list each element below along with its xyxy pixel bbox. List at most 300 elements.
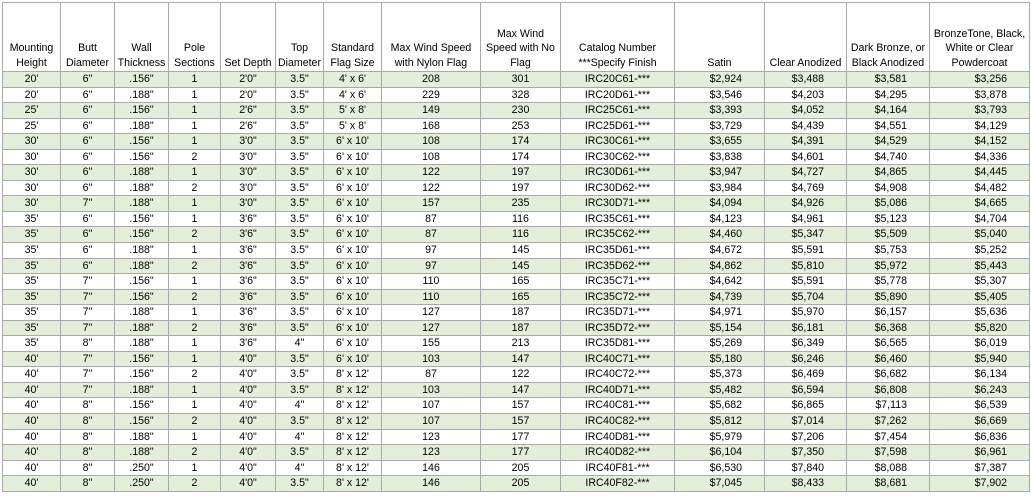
mounting-height-cell: 35' (3, 336, 61, 352)
butt-diameter-cell: 7" (61, 289, 115, 305)
dark-bronze-price-cell: $6,682 (847, 367, 930, 383)
flag-size-cell: 6' x 10' (324, 289, 382, 305)
table-row (3, 134, 1030, 150)
catalog-number-cell: IRC40C72-*** (561, 367, 675, 383)
set-depth-cell: 4'0" (221, 351, 276, 367)
pole-sections-cell: 1 (169, 429, 221, 445)
powdercoat-price-cell: $6,836 (930, 429, 1030, 445)
max-wind-nylon-cell: 123 (382, 445, 481, 461)
mounting-height-cell: 40' (3, 351, 61, 367)
set-depth-cell: 3'6" (221, 336, 276, 352)
powdercoat-price-cell: $5,820 (930, 320, 1030, 336)
set-depth-cell: 4'0" (221, 414, 276, 430)
top-diameter-cell: 4" (276, 336, 324, 352)
max-wind-no-flag-cell: 122 (481, 367, 561, 383)
flag-size-cell: 6' x 10' (324, 305, 382, 321)
max-wind-no-flag-cell: 197 (481, 180, 561, 196)
set-depth-cell: 3'6" (221, 274, 276, 290)
set-depth-cell: 2'6" (221, 118, 276, 134)
top-diameter-cell: 3.5" (276, 87, 324, 103)
butt-diameter-cell: 8" (61, 336, 115, 352)
max-wind-no-flag-cell: 147 (481, 351, 561, 367)
table-row (3, 196, 1030, 212)
flag-size-cell: 8' x 12' (324, 429, 382, 445)
top-diameter-cell: 3.5" (276, 165, 324, 181)
flag-size-cell: 6' x 10' (324, 351, 382, 367)
flag-size-cell: 8' x 12' (324, 445, 382, 461)
powdercoat-price-cell: $3,256 (930, 72, 1030, 88)
set-depth-cell: 4'0" (221, 460, 276, 476)
satin-price-cell: $3,655 (675, 134, 765, 150)
satin-price-cell: $4,862 (675, 258, 765, 274)
clear-anodized-price-cell: $5,970 (765, 305, 847, 321)
powdercoat-price-cell: $5,405 (930, 289, 1030, 305)
set-depth-cell: 4'0" (221, 476, 276, 492)
satin-price-cell: $6,530 (675, 460, 765, 476)
butt-diameter-cell: 8" (61, 398, 115, 414)
pole-sections-cell: 1 (169, 211, 221, 227)
powdercoat-price-cell: $7,902 (930, 476, 1030, 492)
satin-price-cell: $4,672 (675, 243, 765, 259)
set-depth-cell: 3'6" (221, 243, 276, 259)
mounting-height-cell: 40' (3, 445, 61, 461)
clear-anodized-price-cell: $6,246 (765, 351, 847, 367)
header-dark-bronze-black-anodized: Dark Bronze, or Black Anodized (847, 3, 930, 72)
max-wind-nylon-cell: 107 (382, 398, 481, 414)
catalog-number-cell: IRC35C71-*** (561, 274, 675, 290)
dark-bronze-price-cell: $5,509 (847, 227, 930, 243)
max-wind-nylon-cell: 122 (382, 180, 481, 196)
satin-price-cell: $3,729 (675, 118, 765, 134)
flag-size-cell: 4' x 6' (324, 87, 382, 103)
max-wind-nylon-cell: 87 (382, 211, 481, 227)
butt-diameter-cell: 6" (61, 134, 115, 150)
max-wind-no-flag-cell: 177 (481, 429, 561, 445)
satin-price-cell: $4,642 (675, 274, 765, 290)
butt-diameter-cell: 7" (61, 367, 115, 383)
table-row (3, 274, 1030, 290)
powdercoat-price-cell: $6,961 (930, 445, 1030, 461)
butt-diameter-cell: 6" (61, 227, 115, 243)
flag-size-cell: 6' x 10' (324, 243, 382, 259)
set-depth-cell: 3'6" (221, 320, 276, 336)
mounting-height-cell: 35' (3, 243, 61, 259)
pole-sections-cell: 2 (169, 227, 221, 243)
butt-diameter-cell: 7" (61, 320, 115, 336)
mounting-height-cell: 40' (3, 398, 61, 414)
butt-diameter-cell: 8" (61, 476, 115, 492)
clear-anodized-price-cell: $4,769 (765, 180, 847, 196)
top-diameter-cell: 3.5" (276, 351, 324, 367)
max-wind-nylon-cell: 107 (382, 414, 481, 430)
pole-sections-cell: 1 (169, 103, 221, 119)
flag-size-cell: 6' x 10' (324, 274, 382, 290)
dark-bronze-price-cell: $4,529 (847, 134, 930, 150)
max-wind-nylon-cell: 103 (382, 382, 481, 398)
clear-anodized-price-cell: $6,181 (765, 320, 847, 336)
wall-thickness-cell: .188" (115, 180, 169, 196)
flagpole-price-table (2, 2, 1030, 492)
wall-thickness-cell: .188" (115, 382, 169, 398)
dark-bronze-price-cell: $4,908 (847, 180, 930, 196)
clear-anodized-price-cell: $4,052 (765, 103, 847, 119)
flag-size-cell: 8' x 12' (324, 367, 382, 383)
flag-size-cell: 8' x 12' (324, 460, 382, 476)
mounting-height-cell: 20' (3, 87, 61, 103)
catalog-number-cell: IRC40F81-*** (561, 460, 675, 476)
pole-sections-cell: 2 (169, 289, 221, 305)
satin-price-cell: $6,104 (675, 445, 765, 461)
catalog-number-cell: IRC35C72-*** (561, 289, 675, 305)
pole-sections-cell: 2 (169, 445, 221, 461)
header-satin: Satin (675, 3, 765, 72)
table-row (3, 320, 1030, 336)
flag-size-cell: 8' x 12' (324, 414, 382, 430)
max-wind-nylon-cell: 97 (382, 243, 481, 259)
pole-sections-cell: 2 (169, 367, 221, 383)
wall-thickness-cell: .188" (115, 243, 169, 259)
table-row (3, 414, 1030, 430)
wall-thickness-cell: .156" (115, 227, 169, 243)
table-row (3, 149, 1030, 165)
pole-sections-cell: 2 (169, 320, 221, 336)
mounting-height-cell: 25' (3, 118, 61, 134)
table-row (3, 211, 1030, 227)
powdercoat-price-cell: $7,387 (930, 460, 1030, 476)
pole-sections-cell: 1 (169, 274, 221, 290)
wall-thickness-cell: .156" (115, 134, 169, 150)
max-wind-no-flag-cell: 116 (481, 211, 561, 227)
clear-anodized-price-cell: $6,349 (765, 336, 847, 352)
butt-diameter-cell: 6" (61, 118, 115, 134)
max-wind-no-flag-cell: 205 (481, 476, 561, 492)
top-diameter-cell: 3.5" (276, 103, 324, 119)
dark-bronze-price-cell: $5,123 (847, 211, 930, 227)
satin-price-cell: $3,984 (675, 180, 765, 196)
table-row (3, 227, 1030, 243)
dark-bronze-price-cell: $4,865 (847, 165, 930, 181)
catalog-number-cell: IRC35C61-*** (561, 211, 675, 227)
satin-price-cell: $7,045 (675, 476, 765, 492)
dark-bronze-price-cell: $3,581 (847, 72, 930, 88)
set-depth-cell: 2'0" (221, 87, 276, 103)
dark-bronze-price-cell: $5,972 (847, 258, 930, 274)
butt-diameter-cell: 6" (61, 103, 115, 119)
max-wind-nylon-cell: 108 (382, 149, 481, 165)
dark-bronze-price-cell: $5,778 (847, 274, 930, 290)
powdercoat-price-cell: $4,482 (930, 180, 1030, 196)
header-max-wind-no-flag: Max Wind Speed with No Flag (481, 3, 561, 72)
table-row (3, 243, 1030, 259)
flag-size-cell: 6' x 10' (324, 149, 382, 165)
pole-sections-cell: 1 (169, 351, 221, 367)
butt-diameter-cell: 7" (61, 196, 115, 212)
mounting-height-cell: 35' (3, 258, 61, 274)
catalog-number-cell: IRC35D61-*** (561, 243, 675, 259)
mounting-height-cell: 35' (3, 289, 61, 305)
wall-thickness-cell: .156" (115, 398, 169, 414)
max-wind-nylon-cell: 155 (382, 336, 481, 352)
set-depth-cell: 3'6" (221, 227, 276, 243)
max-wind-no-flag-cell: 187 (481, 305, 561, 321)
powdercoat-price-cell: $4,665 (930, 196, 1030, 212)
butt-diameter-cell: 6" (61, 87, 115, 103)
table-row (3, 258, 1030, 274)
satin-price-cell: $5,373 (675, 367, 765, 383)
powdercoat-price-cell: $4,152 (930, 134, 1030, 150)
max-wind-nylon-cell: 103 (382, 351, 481, 367)
catalog-number-cell: IRC30C61-*** (561, 134, 675, 150)
table-row (3, 398, 1030, 414)
dark-bronze-price-cell: $5,753 (847, 243, 930, 259)
wall-thickness-cell: .188" (115, 196, 169, 212)
wall-thickness-cell: .156" (115, 414, 169, 430)
set-depth-cell: 3'6" (221, 289, 276, 305)
top-diameter-cell: 3.5" (276, 382, 324, 398)
satin-price-cell: $5,979 (675, 429, 765, 445)
satin-price-cell: $5,812 (675, 414, 765, 430)
max-wind-no-flag-cell: 165 (481, 274, 561, 290)
top-diameter-cell: 3.5" (276, 367, 324, 383)
top-diameter-cell: 3.5" (276, 305, 324, 321)
dark-bronze-price-cell: $7,454 (847, 429, 930, 445)
header-wall-thickness: Wall Thickness (115, 3, 169, 72)
clear-anodized-price-cell: $5,591 (765, 274, 847, 290)
top-diameter-cell: 3.5" (276, 118, 324, 134)
wall-thickness-cell: .156" (115, 149, 169, 165)
wall-thickness-cell: .188" (115, 320, 169, 336)
set-depth-cell: 3'0" (221, 149, 276, 165)
pole-sections-cell: 1 (169, 243, 221, 259)
dark-bronze-price-cell: $4,164 (847, 103, 930, 119)
pole-sections-cell: 1 (169, 460, 221, 476)
flag-size-cell: 6' x 10' (324, 196, 382, 212)
flag-size-cell: 6' x 10' (324, 336, 382, 352)
powdercoat-price-cell: $5,040 (930, 227, 1030, 243)
top-diameter-cell: 3.5" (276, 196, 324, 212)
max-wind-no-flag-cell: 328 (481, 87, 561, 103)
clear-anodized-price-cell: $7,350 (765, 445, 847, 461)
dark-bronze-price-cell: $7,262 (847, 414, 930, 430)
clear-anodized-price-cell: $5,704 (765, 289, 847, 305)
catalog-number-cell: IRC30C62-*** (561, 149, 675, 165)
catalog-number-cell: IRC40C81-*** (561, 398, 675, 414)
table-row (3, 103, 1030, 119)
max-wind-no-flag-cell: 235 (481, 196, 561, 212)
table-row (3, 72, 1030, 88)
header-row (3, 3, 1030, 72)
max-wind-nylon-cell: 149 (382, 103, 481, 119)
dark-bronze-price-cell: $6,460 (847, 351, 930, 367)
header-catalog-number: Catalog Number ***Specify Finish (561, 3, 675, 72)
catalog-number-cell: IRC35D81-*** (561, 336, 675, 352)
set-depth-cell: 4'0" (221, 398, 276, 414)
max-wind-nylon-cell: 208 (382, 72, 481, 88)
pole-sections-cell: 2 (169, 149, 221, 165)
clear-anodized-price-cell: $7,206 (765, 429, 847, 445)
dark-bronze-price-cell: $6,368 (847, 320, 930, 336)
pole-sections-cell: 1 (169, 165, 221, 181)
satin-price-cell: $4,094 (675, 196, 765, 212)
mounting-height-cell: 35' (3, 211, 61, 227)
powdercoat-price-cell: $6,669 (930, 414, 1030, 430)
wall-thickness-cell: .188" (115, 336, 169, 352)
flag-size-cell: 8' x 12' (324, 382, 382, 398)
max-wind-nylon-cell: 108 (382, 134, 481, 150)
wall-thickness-cell: .188" (115, 445, 169, 461)
set-depth-cell: 3'6" (221, 305, 276, 321)
flag-size-cell: 6' x 10' (324, 165, 382, 181)
clear-anodized-price-cell: $4,926 (765, 196, 847, 212)
mounting-height-cell: 35' (3, 274, 61, 290)
clear-anodized-price-cell: $4,727 (765, 165, 847, 181)
table-row (3, 351, 1030, 367)
dark-bronze-price-cell: $5,890 (847, 289, 930, 305)
satin-price-cell: $3,947 (675, 165, 765, 181)
satin-price-cell: $5,682 (675, 398, 765, 414)
max-wind-nylon-cell: 146 (382, 476, 481, 492)
powdercoat-price-cell: $5,443 (930, 258, 1030, 274)
top-diameter-cell: 4" (276, 398, 324, 414)
powdercoat-price-cell: $6,243 (930, 382, 1030, 398)
butt-diameter-cell: 6" (61, 258, 115, 274)
mounting-height-cell: 30' (3, 180, 61, 196)
butt-diameter-cell: 6" (61, 243, 115, 259)
clear-anodized-price-cell: $3,488 (765, 72, 847, 88)
satin-price-cell: $4,739 (675, 289, 765, 305)
wall-thickness-cell: .188" (115, 305, 169, 321)
top-diameter-cell: 3.5" (276, 243, 324, 259)
butt-diameter-cell: 8" (61, 429, 115, 445)
powdercoat-price-cell: $4,129 (930, 118, 1030, 134)
max-wind-no-flag-cell: 145 (481, 243, 561, 259)
max-wind-nylon-cell: 97 (382, 258, 481, 274)
wall-thickness-cell: .188" (115, 118, 169, 134)
flag-size-cell: 6' x 10' (324, 134, 382, 150)
table-row (3, 382, 1030, 398)
powdercoat-price-cell: $5,252 (930, 243, 1030, 259)
clear-anodized-price-cell: $8,433 (765, 476, 847, 492)
clear-anodized-price-cell: $4,601 (765, 149, 847, 165)
pole-sections-cell: 2 (169, 476, 221, 492)
pole-sections-cell: 2 (169, 258, 221, 274)
powdercoat-price-cell: $5,307 (930, 274, 1030, 290)
powdercoat-price-cell: $6,539 (930, 398, 1030, 414)
pole-sections-cell: 2 (169, 180, 221, 196)
table-row (3, 367, 1030, 383)
dark-bronze-price-cell: $4,295 (847, 87, 930, 103)
table-row (3, 336, 1030, 352)
max-wind-nylon-cell: 146 (382, 460, 481, 476)
mounting-height-cell: 35' (3, 305, 61, 321)
catalog-number-cell: IRC35D62-*** (561, 258, 675, 274)
butt-diameter-cell: 8" (61, 460, 115, 476)
catalog-number-cell: IRC35C62-*** (561, 227, 675, 243)
catalog-number-cell: IRC40C82-*** (561, 414, 675, 430)
mounting-height-cell: 20' (3, 72, 61, 88)
wall-thickness-cell: .156" (115, 367, 169, 383)
satin-price-cell: $3,393 (675, 103, 765, 119)
catalog-number-cell: IRC40C71-*** (561, 351, 675, 367)
catalog-number-cell: IRC20C61-*** (561, 72, 675, 88)
top-diameter-cell: 3.5" (276, 258, 324, 274)
catalog-number-cell: IRC25D61-*** (561, 118, 675, 134)
max-wind-no-flag-cell: 174 (481, 134, 561, 150)
mounting-height-cell: 40' (3, 414, 61, 430)
dark-bronze-price-cell: $8,088 (847, 460, 930, 476)
header-flag-size: Standard Flag Size (324, 3, 382, 72)
flag-size-cell: 6' x 10' (324, 180, 382, 196)
dark-bronze-price-cell: $7,113 (847, 398, 930, 414)
mounting-height-cell: 30' (3, 165, 61, 181)
powdercoat-price-cell: $3,878 (930, 87, 1030, 103)
pole-sections-cell: 1 (169, 118, 221, 134)
set-depth-cell: 3'0" (221, 196, 276, 212)
top-diameter-cell: 3.5" (276, 134, 324, 150)
top-diameter-cell: 3.5" (276, 180, 324, 196)
set-depth-cell: 3'6" (221, 258, 276, 274)
top-diameter-cell: 3.5" (276, 445, 324, 461)
set-depth-cell: 3'0" (221, 165, 276, 181)
butt-diameter-cell: 7" (61, 382, 115, 398)
powdercoat-price-cell: $6,019 (930, 336, 1030, 352)
top-diameter-cell: 3.5" (276, 414, 324, 430)
pole-sections-cell: 1 (169, 336, 221, 352)
mounting-height-cell: 40' (3, 382, 61, 398)
table-row (3, 289, 1030, 305)
dark-bronze-price-cell: $8,681 (847, 476, 930, 492)
clear-anodized-price-cell: $5,810 (765, 258, 847, 274)
flag-size-cell: 6' x 10' (324, 211, 382, 227)
butt-diameter-cell: 6" (61, 180, 115, 196)
mounting-height-cell: 35' (3, 227, 61, 243)
clear-anodized-price-cell: $4,391 (765, 134, 847, 150)
table-row (3, 476, 1030, 492)
mounting-height-cell: 30' (3, 134, 61, 150)
header-set-depth: Set Depth (221, 3, 276, 72)
catalog-number-cell: IRC40D71-*** (561, 382, 675, 398)
wall-thickness-cell: .156" (115, 103, 169, 119)
set-depth-cell: 3'6" (221, 211, 276, 227)
header-mounting-height: Mounting Height (3, 3, 61, 72)
wall-thickness-cell: .156" (115, 289, 169, 305)
catalog-number-cell: IRC40F82-*** (561, 476, 675, 492)
wall-thickness-cell: .156" (115, 351, 169, 367)
max-wind-nylon-cell: 122 (382, 165, 481, 181)
pole-sections-cell: 1 (169, 87, 221, 103)
header-clear-anodized: Clear Anodized (765, 3, 847, 72)
powdercoat-price-cell: $4,445 (930, 165, 1030, 181)
pole-sections-cell: 1 (169, 134, 221, 150)
powdercoat-price-cell: $6,134 (930, 367, 1030, 383)
mounting-height-cell: 30' (3, 149, 61, 165)
dark-bronze-price-cell: $5,086 (847, 196, 930, 212)
pole-sections-cell: 1 (169, 398, 221, 414)
pole-sections-cell: 1 (169, 382, 221, 398)
butt-diameter-cell: 8" (61, 414, 115, 430)
max-wind-nylon-cell: 110 (382, 289, 481, 305)
max-wind-no-flag-cell: 165 (481, 289, 561, 305)
max-wind-nylon-cell: 168 (382, 118, 481, 134)
catalog-number-cell: IRC40D81-*** (561, 429, 675, 445)
satin-price-cell: $2,924 (675, 72, 765, 88)
max-wind-no-flag-cell: 174 (481, 149, 561, 165)
clear-anodized-price-cell: $6,594 (765, 382, 847, 398)
powdercoat-price-cell: $4,336 (930, 149, 1030, 165)
max-wind-nylon-cell: 123 (382, 429, 481, 445)
butt-diameter-cell: 6" (61, 211, 115, 227)
max-wind-nylon-cell: 127 (382, 320, 481, 336)
